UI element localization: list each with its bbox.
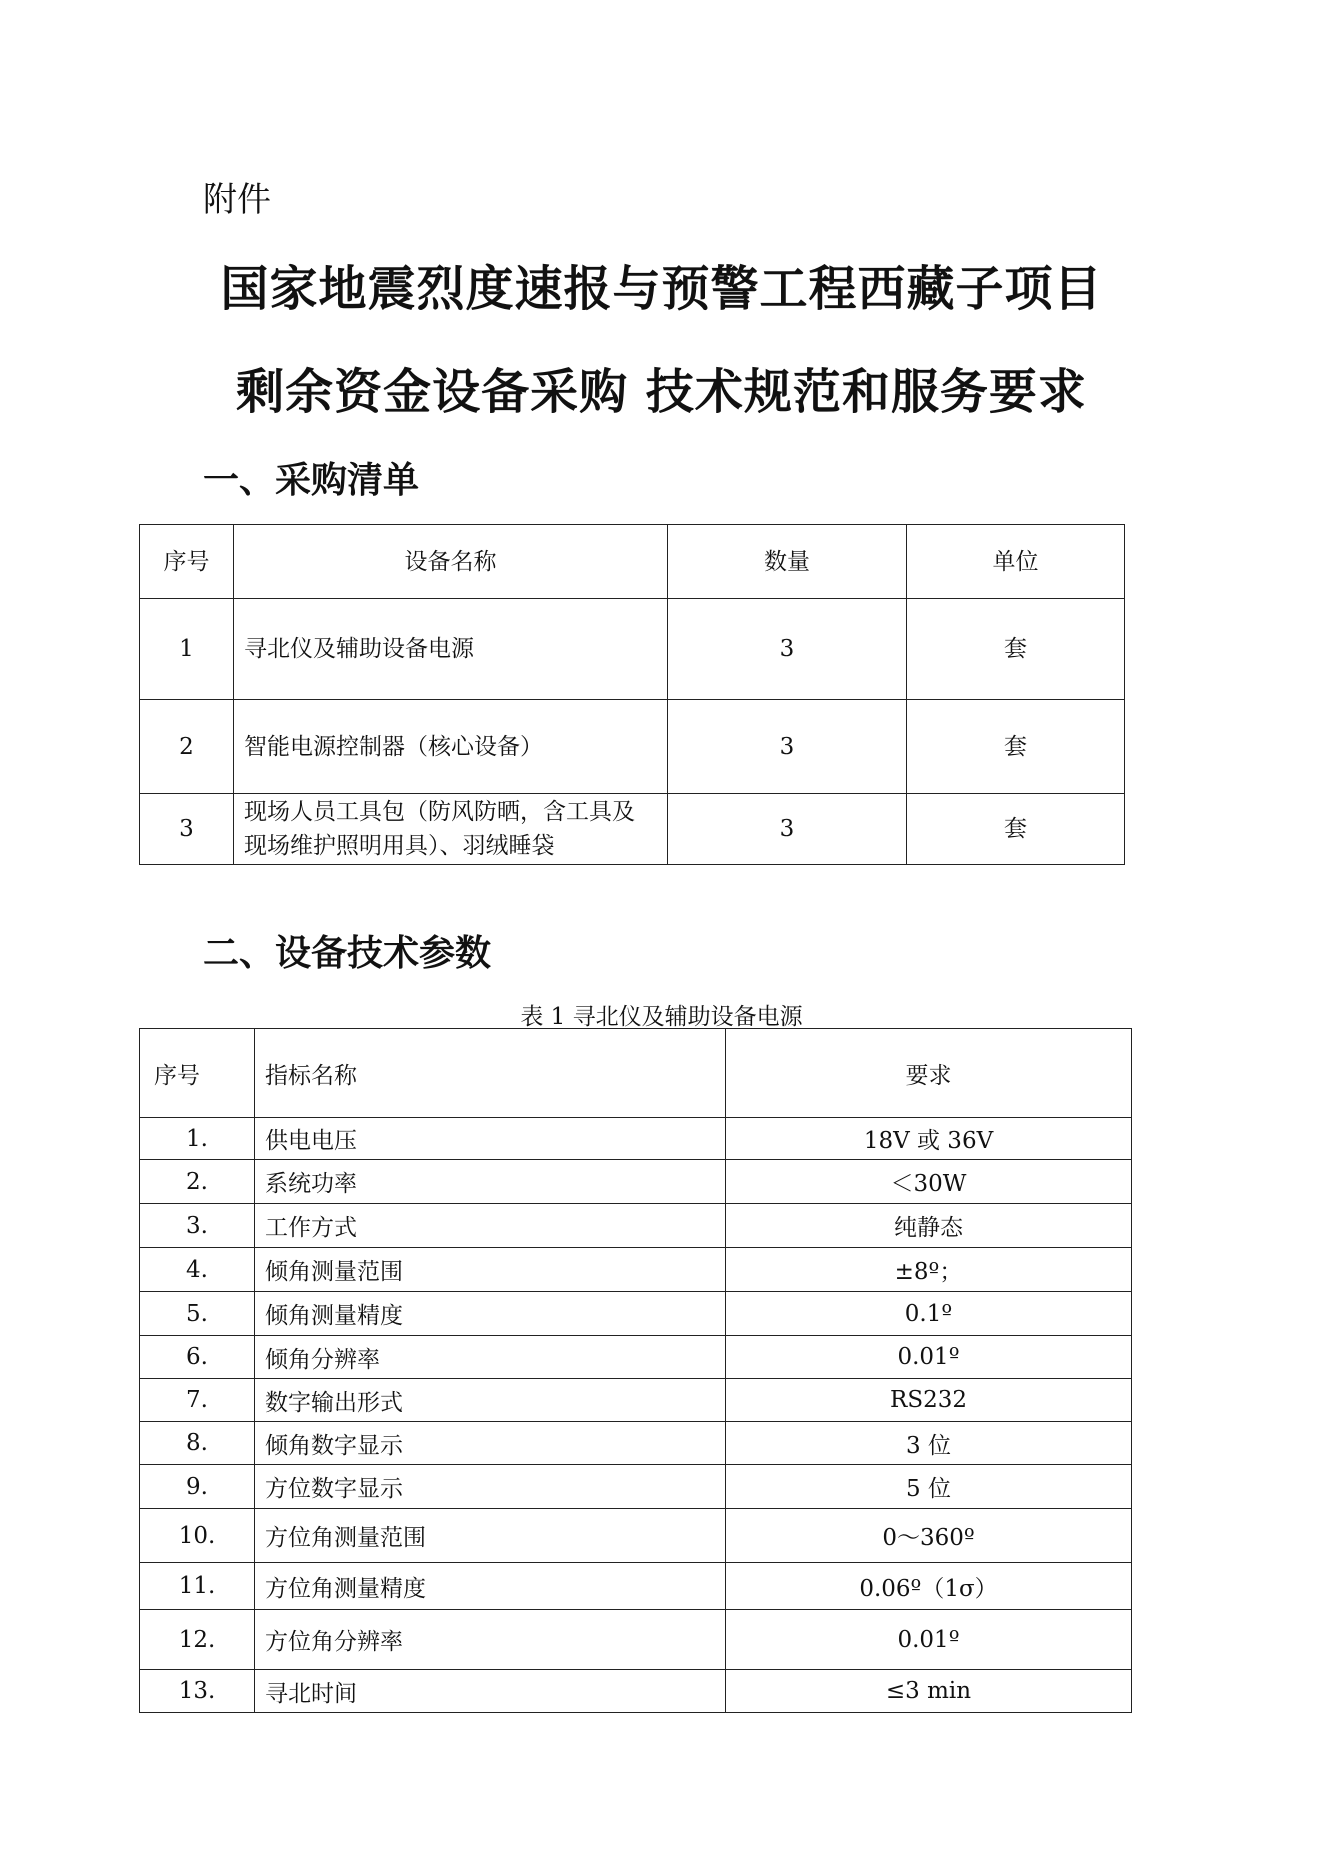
item-quantity: 3: [668, 599, 907, 700]
parameter-requirement: 0.01º: [726, 1610, 1132, 1670]
parameter-requirement: RS232: [726, 1379, 1132, 1422]
table-row: [140, 599, 1125, 700]
item-name: 寻北仪及辅助设备电源: [234, 599, 668, 700]
item-unit: 套: [907, 794, 1125, 865]
parameter-requirement: 纯静态: [726, 1204, 1132, 1248]
parameter-requirement: 5 位: [726, 1465, 1132, 1509]
parameter-name: 方位角测量范围: [255, 1509, 726, 1563]
parameter-requirement: 3 位: [726, 1422, 1132, 1465]
parameter-name: 方位数字显示: [255, 1465, 726, 1509]
parameter-name: 倾角数字显示: [255, 1422, 726, 1465]
table-row: [140, 1292, 1132, 1336]
parameter-requirement: 0.01º: [726, 1336, 1132, 1379]
table-row: [140, 700, 1125, 794]
header-cell: 数量: [668, 525, 907, 599]
item-name: 现场人员工具包（防风防晒，含工具及现场维护照明用具）、羽绒睡袋: [234, 794, 668, 865]
row-number: 6.: [140, 1336, 255, 1379]
row-number: 12.: [140, 1610, 255, 1670]
table-row: [140, 1160, 1132, 1204]
parameter-name: 倾角测量精度: [255, 1292, 726, 1336]
item-name: 智能电源控制器（核心设备）: [234, 700, 668, 794]
parameter-name: 系统功率: [255, 1160, 726, 1204]
row-number: 9.: [140, 1465, 255, 1509]
parameter-requirement: ≤3 min: [726, 1670, 1132, 1713]
row-number: 5.: [140, 1292, 255, 1336]
row-number: 11.: [140, 1563, 255, 1610]
row-number: 10.: [140, 1509, 255, 1563]
row-number: 3.: [140, 1204, 255, 1248]
parameter-requirement: ＜30W: [726, 1160, 1132, 1204]
procurement-table: [139, 524, 1125, 865]
item-unit: 套: [907, 700, 1125, 794]
section-heading-tech-params: 二、设备技术参数: [203, 933, 492, 974]
header-cell: 要求: [726, 1029, 1132, 1118]
table-row: [140, 1336, 1132, 1379]
parameter-requirement: ±8º；: [726, 1248, 1132, 1292]
parameter-name: 方位角测量精度: [255, 1563, 726, 1610]
parameter-requirement: 0.1º: [726, 1292, 1132, 1336]
parameter-requirement: 0.06º（1σ）: [726, 1563, 1132, 1610]
document-title-line2: 剩余资金设备采购 技术规范和服务要求: [236, 364, 1087, 420]
parameter-requirement: 0～360º: [726, 1509, 1132, 1563]
header-cell: 指标名称: [255, 1029, 726, 1118]
table-row: [140, 1422, 1132, 1465]
row-number: 13.: [140, 1670, 255, 1713]
row-number: 8.: [140, 1422, 255, 1465]
table-caption: 表 1 寻北仪及辅助设备电源: [520, 1004, 803, 1030]
section-heading-procurement: 一、采购清单: [203, 460, 420, 501]
row-number: 2: [140, 700, 234, 794]
row-number: 4.: [140, 1248, 255, 1292]
item-unit: 套: [907, 599, 1125, 700]
parameter-name: 寻北时间: [255, 1670, 726, 1713]
parameter-requirement: 18V 或 36V: [726, 1118, 1132, 1160]
row-number: 7.: [140, 1379, 255, 1422]
parameters-table: [139, 1028, 1132, 1713]
table-row: [140, 1465, 1132, 1509]
parameter-name: 倾角分辨率: [255, 1336, 726, 1379]
table-row: [140, 1610, 1132, 1670]
parameter-name: 数字输出形式: [255, 1379, 726, 1422]
table-row: [140, 1204, 1132, 1248]
header-cell: 序号: [140, 1029, 255, 1118]
row-number: 2.: [140, 1160, 255, 1204]
table-row: [140, 1509, 1132, 1563]
header-cell: 单位: [907, 525, 1125, 599]
parameter-name: 倾角测量范围: [255, 1248, 726, 1292]
table-row: [140, 1118, 1132, 1160]
table-row: [140, 1379, 1132, 1422]
item-quantity: 3: [668, 794, 907, 865]
document-title-line1: 国家地震烈度速报与预警工程西藏子项目: [220, 261, 1103, 317]
table-row: [140, 794, 1125, 865]
row-number: 1.: [140, 1118, 255, 1160]
row-number: 3: [140, 794, 234, 865]
item-quantity: 3: [668, 700, 907, 794]
parameter-name: 供电电压: [255, 1118, 726, 1160]
table-row: [140, 1563, 1132, 1610]
attachment-label: 附件: [203, 180, 271, 220]
parameter-name: 工作方式: [255, 1204, 726, 1248]
row-number: 1: [140, 599, 234, 700]
table-header-row: [140, 1029, 1132, 1118]
header-cell: 序号: [140, 525, 234, 599]
table-header-row: [140, 525, 1125, 599]
parameter-name: 方位角分辨率: [255, 1610, 726, 1670]
table-row: [140, 1670, 1132, 1713]
table-row: [140, 1248, 1132, 1292]
header-cell: 设备名称: [234, 525, 668, 599]
